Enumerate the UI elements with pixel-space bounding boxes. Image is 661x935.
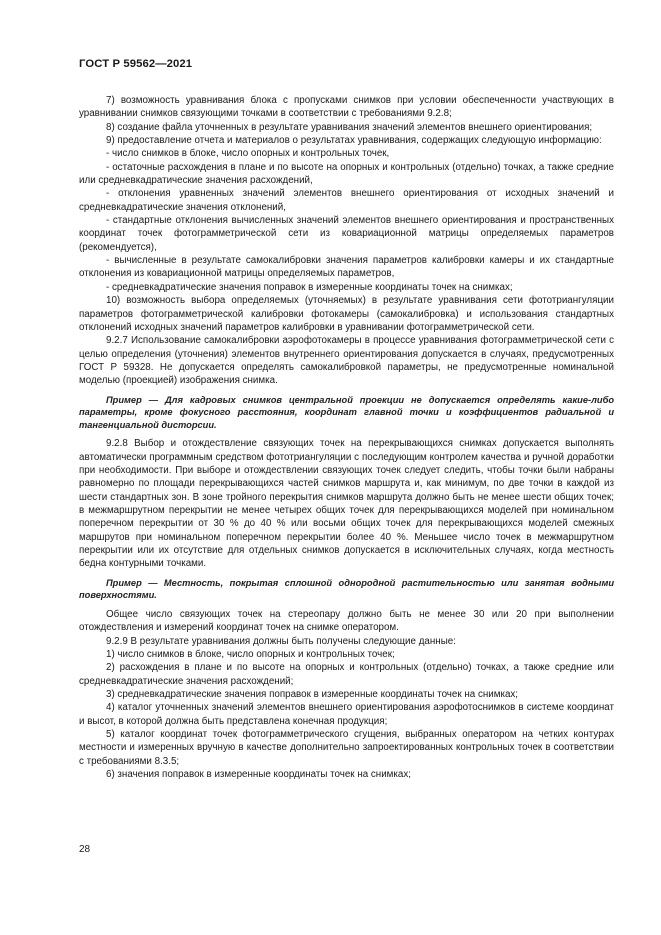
standard-code-header: ГОСТ Р 59562—2021 xyxy=(79,58,193,70)
list-item-9: 9) предоставление отчета и материалов о результатах уравнивания, содержащих следующую информацию: xyxy=(106,135,602,147)
sub-item-residuals: - остаточные расхождения в плане и по высоте на опорных и контрольных (отдельно) точках, а также средние или средневкадратические значения расхождений, xyxy=(79,161,614,187)
result-item-5: 5) каталог координат точек фотограмметрического сгущения, выбранных оператором на четких контурах местности и измеренных вручную в качестве дополнительно запроектированных контрольных точек в соответствии с требованиями 8.3.5; xyxy=(79,729,614,767)
example-frame-images: Пример — Для кадровых снимков центральной проекции не допускается определять какие-либо параметры, кроме фокусного расстояния, координат главной точки и коэффициентов радиальной и тангенциальной дисторсии. xyxy=(79,394,614,430)
sub-item-rms-corrections: - средневкадратические значения поправок в измеренные координаты точек на снимках; xyxy=(106,281,513,293)
list-item-10: 10) возможность выбора определяемых (уточняемых) в результате уравнивания сети фототриангуляции параметров фотограмметрической калибровки фотокамеры (самокалибровка) и использования стандартных отклонений исходных значений параметров калибровки в уравнивании фотограмметрической сети. xyxy=(79,295,614,333)
sub-item-deviations: - отклонения уравненных значений элементов внешнего ориентирования от исходных значений и средневкадратические значения отклонений, xyxy=(79,188,614,213)
clause-9-2-7: 9.2.7 Использование самокалибровки аэрофотокамеры в процессе уравнивания фотограмметрической сети с целью определения (уточнения) элементов внутреннего ориентирования допускается в случаях, предусмотренных ГОСТ Р 59328. Не допускается определять самокалибровкой параметры, не предусмотренные номинальной моделью (проекцией) изображения снимка. xyxy=(79,335,614,387)
list-item-8: 8) создание файла уточненных в результате уравнивания значений элементов внешнего ориентирования; xyxy=(106,121,593,133)
sub-item-self-calibration: - вычисленные в результате самокалибровки значения параметров калибровки камеры и их стандартные отклонения из ковариационной матрицы определяемых параметров, xyxy=(79,255,614,280)
document-body xyxy=(79,94,614,781)
paragraph-tie-points-count: Общее число связующих точек на стереопару должно быть не менее 30 или 20 при выполнении отождествления и измерений координат точек на снимке оператором. xyxy=(79,608,614,634)
page-number: 28 xyxy=(79,844,91,855)
result-item-1: 1) число снимков в блоке, число опорных и контрольных точек; xyxy=(106,649,395,660)
list-item-7: 7) возможность уравнивания блока с пропусками снимков при условии обеспеченности участвующих в уравнивании снимков связующими точками в соответствии с требованиями 9.2.8; xyxy=(79,95,614,120)
example-terrain: Пример — Местность, покрытая сплошной однородной растительностью или занятая водными поверхностями. xyxy=(79,577,614,601)
result-item-6: 6) значения поправок в измеренные координаты точек на снимках; xyxy=(106,769,411,781)
clause-9-2-9: 9.2.9 В результате уравнивания должны быть получены следующие данные: xyxy=(106,635,456,647)
clause-9-2-8: 9.2.8 Выбор и отождествление связующих точек на перекрывающихся снимках допускается выполнять автоматически программным средством фототриангуляции с последующим контролем качества и ручной доработки при необходимости. При выборе и отождествлении связующих точек следует следить, чтобы точки были набраны равномерно по площади перекрывающихся частей снимков маршрута и, как минимум, по две точки в каждой из шести стандартных зон. В зоне тройного перекрытия снимков маршрута должно быть не менее шести общих точек; в межмаршрутном перекрытии не менее четырех общих точек для перекрывающихся моделей при номинальном поперечном перекрытии от 30 % до 40 % или восьми общих точек для перекрывающихся моделей смежных маршрутов при номинальном поперечном перекрытии более 40 %. Меньшее число точек в межмаршрутном перекрытии или их отсутствие для отдельных снимков допускается в исключительных случаях, когда местность бедна контурными точками. xyxy=(79,438,614,570)
sub-item-standard-deviations: - стандартные отклонения вычисленных значений элементов внешнего ориентирования и пространственных координат точек фотограмметрической сети из ковариационной матрицы определяемых параметров (рекомендуется), xyxy=(79,215,614,253)
result-item-4: 4) каталог уточненных значений элементов внешнего ориентирования аэрофотоснимков в системе координат и высот, в которой должна быть представлена конечная продукция; xyxy=(79,702,614,727)
sub-item-image-count: - число снимков в блоке, число опорных и контрольных точек, xyxy=(106,148,390,160)
result-item-3: 3) средневкадратические значения поправок в измеренные координаты точек на снимках; xyxy=(106,689,519,701)
result-item-2: 2) расхождения в плане и по высоте на опорных и контрольных (отдельно) точках, а также средние или средневкадратические значения расхождений; xyxy=(79,662,614,687)
